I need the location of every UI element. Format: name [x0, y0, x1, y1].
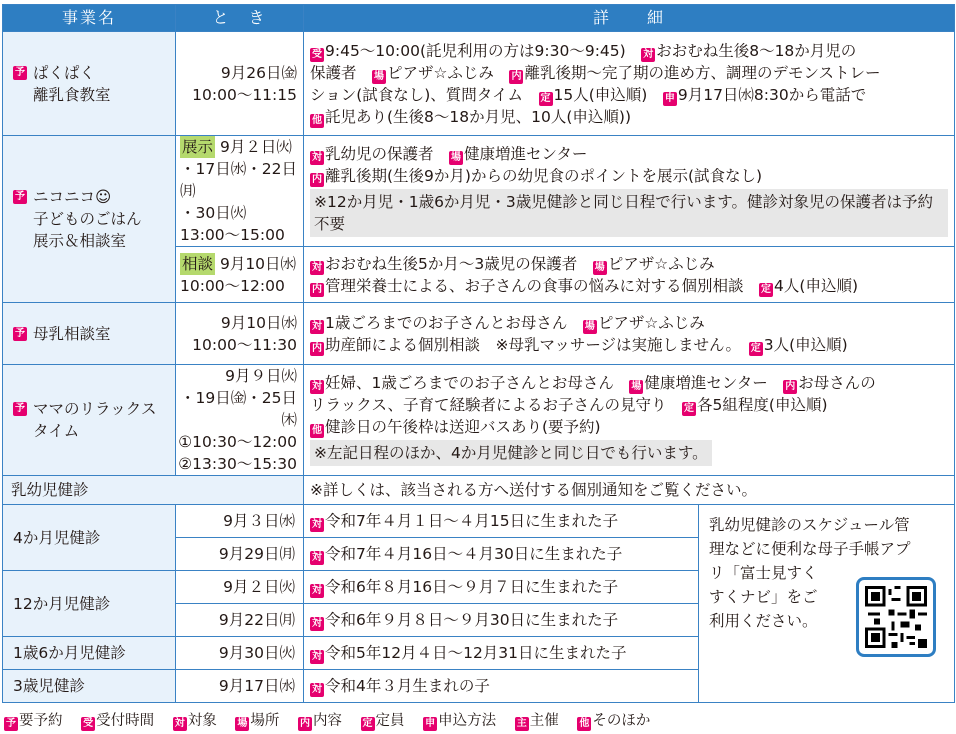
exhibit-tag: 展示 — [182, 138, 214, 156]
header-name: 事業名 — [3, 5, 176, 32]
apply-mark: 申 — [664, 92, 675, 104]
event-name: 予 母乳相談室 — [3, 303, 176, 365]
event-row — [3, 136, 955, 247]
event-name: 予 ママのリラックス タイム — [3, 365, 176, 476]
legend-item: 定 定員 — [362, 713, 405, 729]
note: ※左記日程のほか、4か月児健診と同じ日でも行います。 — [310, 440, 712, 466]
app-promo: 乳幼児健診のスケジュール管 理などに便利な母子手帳アプ リ「富士見すく すくナビ」をご 利用ください。 — [699, 505, 955, 703]
checkup-target: 対 令和7年４月16日～４月30日に生まれた子 — [304, 538, 699, 571]
header-detail: 詳 細 — [304, 5, 955, 32]
event-when: 展示 9月２日㈫ ・17日㈬・22日㈪ ・30日㈫ 13:00～15:00 — [176, 136, 304, 247]
legend-item: 主 主催 — [516, 713, 559, 729]
event-name: 予 ぱくぱく 離乳食教室 — [3, 32, 176, 136]
event-row — [3, 303, 955, 365]
event-row — [3, 32, 955, 136]
legend-item: 対 対象 — [174, 713, 217, 729]
event-row — [3, 365, 955, 476]
checkup-date: 9月22日㈪ — [176, 604, 304, 637]
checkup-date: 9月17日㈬ — [176, 670, 304, 703]
event-detail: 対 妊婦、1歳ごろまでのお子さんとお母さん 場 健康増進センター 内 お母さんの リラックス、子育て経験者によるお子さんの見守り 定 各5組程度(申込順) 他 健診日の午後枠は送迎バスあり(要予約) ※左記日程のほか、4か月児健診と同じ日でも行います。 — [304, 365, 955, 476]
checkup-row — [3, 505, 955, 538]
place-mark: 場 — [374, 70, 385, 82]
legend-item: 申 申込方法 — [425, 713, 497, 729]
qr-code-icon[interactable] — [856, 577, 936, 657]
target-mark: 対 — [643, 48, 654, 60]
checkup-name: 12か月児健診 — [3, 571, 176, 637]
checkup-title: 乳幼児健診 — [3, 476, 304, 505]
note: ※12か月児・1歳6か月児・3歳児健診と同じ日程で行います。健診対象児の保護者は予約不要 — [310, 189, 948, 237]
checkup-target: 対 令和5年12月４日～12月31日に生まれた子 — [304, 637, 699, 670]
event-when: 9月26日㈮ 10:00～11:15 — [176, 32, 304, 136]
checkup-target: 対 令和6年９月８日～９月30日に生まれた子 — [304, 604, 699, 637]
capacity-mark: 定 — [540, 92, 551, 104]
legend-item: 内 内容 — [299, 713, 342, 729]
event-when: 9月９日㈫ ・19日㈮・25日㈭ ①10:30～12:00 ②13:30～15:30 — [176, 365, 304, 476]
event-detail: 対 1歳ごろまでのお子さんとお母さん 場 ピアザ☆ふじみ 内 助産師による個別相談 ※母乳マッサージは実施しません。 定 3人(申込順) — [304, 303, 955, 365]
checkup-name: 3歳児健診 — [3, 670, 176, 703]
checkup-target: 対 令和6年８月16日～９月７日に生まれた子 — [304, 571, 699, 604]
event-detail: 対 おおむね生後5か月～3歳児の保護者 場 ピアザ☆ふじみ 内 管理栄養士による、お子さんの食事の悩みに対する個別相談 定 4人(申込順) — [304, 247, 955, 303]
table-header — [3, 5, 955, 32]
other-mark: 他 — [312, 114, 322, 126]
legend-item: 予 要予約 — [6, 713, 63, 729]
content-mark: 内 — [511, 70, 522, 82]
event-detail: 対 乳幼児の保護者 場 健康増進センター 内 離乳後期(生後9か月)からの幼児食のポイントを展示(試食なし) ※12か月児・1歳6か月児・3歳児健診と同じ日程で行います。健診対象児の保護者は予約不要 — [304, 136, 955, 247]
checkup-date: 9月29日㈪ — [176, 538, 304, 571]
checkup-name: 4か月児健診 — [3, 505, 176, 571]
legend — [4, 709, 956, 731]
checkup-date: 9月30日㈫ — [176, 637, 304, 670]
event-when: 相談 9月10日㈬ 10:00～12:00 — [176, 247, 304, 303]
checkup-header — [3, 476, 955, 505]
legend-item: 他 そのほか — [579, 713, 651, 729]
header-when: と き — [176, 5, 304, 32]
checkup-name: 1歳6か月児健診 — [3, 637, 176, 670]
checkup-target: 対 令和7年４月１日～４月15日に生まれた子 — [304, 505, 699, 538]
checkup-target: 対 令和4年３月生まれの子 — [304, 670, 699, 703]
checkup-info: ※詳しくは、該当される方へ送付する個別通知をご覧ください。 — [304, 476, 955, 505]
event-detail: 受 9:45～10:00(託児利用の方は9:30～9:45) 対 おおむね生後8～18か月児の 保護者 場 ピアザ☆ふじみ 内 離乳後期～完了期の進め方、調理のデモンストレー ション(試食なし)、質問タイム 定 15人(申込順) 申 9月17日㈬8:30から電話で 他 託児あり(生後8～18か月児、10人(申込順)) — [304, 32, 955, 136]
reservation-mark: 予 — [15, 66, 25, 78]
consult-tag: 相談 — [182, 254, 214, 273]
reception-mark: 受 — [312, 48, 322, 60]
checkup-date: 9月３日㈬ — [176, 505, 304, 538]
event-table — [2, 4, 955, 703]
legend-item: 受 受付時間 — [83, 713, 155, 729]
checkup-date: 9月２日㈫ — [176, 571, 304, 604]
legend-item: 場 場所 — [237, 713, 280, 729]
event-when: 9月10日㈬ 10:00～11:30 — [176, 303, 304, 365]
event-name: 予 ニコニコ☺ 子どものごはん 展示＆相談室 — [3, 136, 176, 303]
reservation-mark: 予 — [15, 191, 25, 202]
